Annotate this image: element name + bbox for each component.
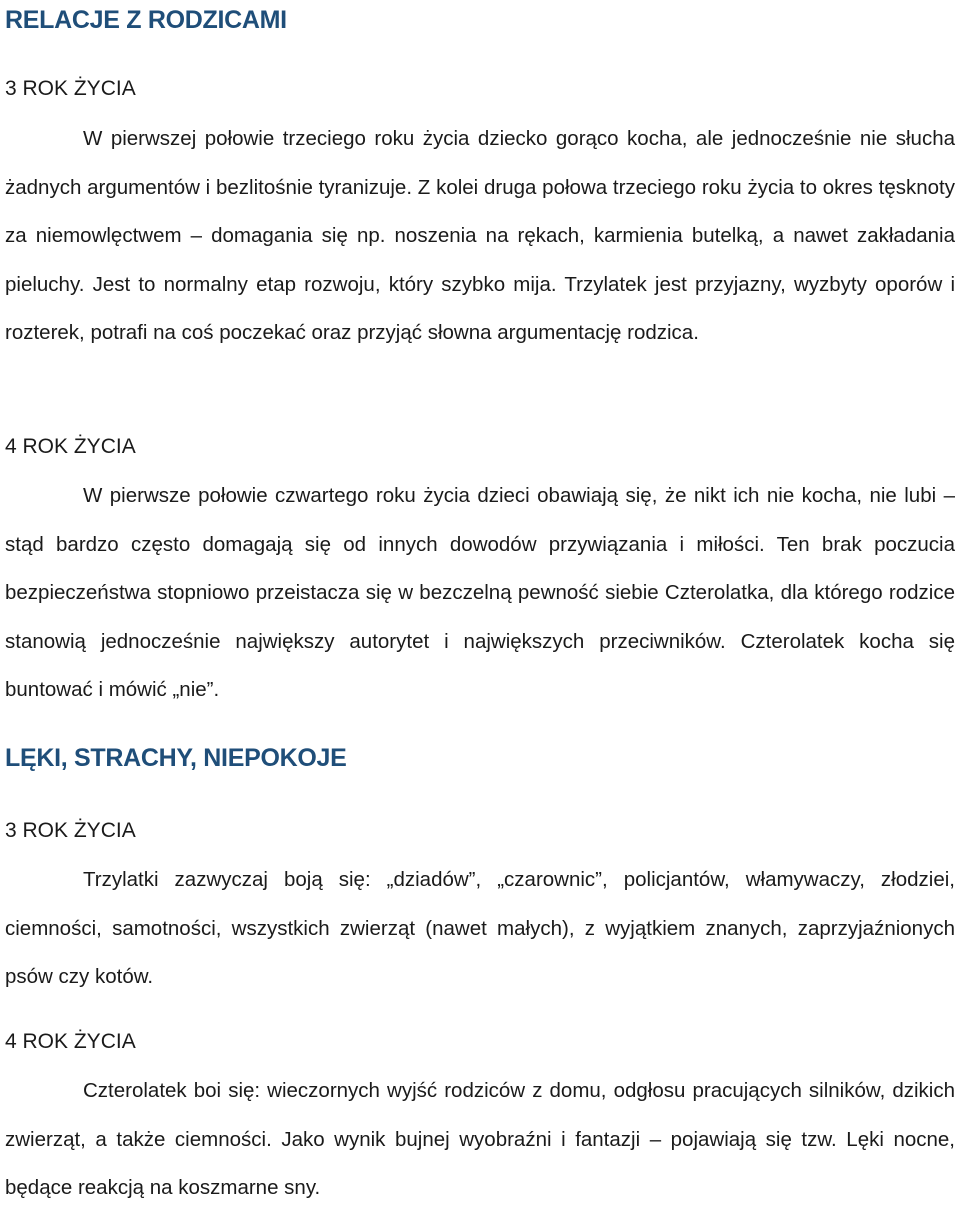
subheading-3-year-fears: 3 ROK ŻYCIA bbox=[5, 819, 136, 842]
paragraph-relations-4-year: W pierwsze połowie czwartego roku życia dzieci obawiają się, że nikt ich nie kocha, nie lubi – stąd bardzo często domagają się od innych dowodów przywiązania i miłości. Ten brak poczucia bezpieczeństwa stopniowo przeistacza się w bezczelną pewność siebie Czterolatka, dla którego rodzice stanowią jednocześnie największy autorytet i największych przeciwników. Czterolatek kocha się buntować i mówić „nie”. bbox=[5, 484, 955, 701]
paragraph-fears-3-year: Trzylatki zazwyczaj boją się: „dziadów”, „czarownic”, policjantów, włamywaczy, złodziei, ciemności, samotności, wszystkich zwierząt (nawet małych), z wyjątkiem znanych, zaprzyjaźnionych psów czy kotów. bbox=[5, 868, 955, 988]
paragraph-fears-4-year: Czterolatek boi się: wieczornych wyjść rodziców z domu, odgłosu pracujących silników, dzikich zwierząt, a także ciemności. Jako wynik bujnej wyobraźni i fantazji – pojawiają się tzw. Lęki nocne, będące reakcją na koszmarne sny. bbox=[5, 1079, 955, 1199]
section-heading-fears: LĘKI, STRACHY, NIEPOKOJE bbox=[5, 744, 347, 772]
subheading-4-year: 4 ROK ŻYCIA bbox=[5, 435, 136, 458]
paragraph-relations-3-year: W pierwszej połowie trzeciego roku życia dziecko gorąco kocha, ale jednocześnie nie słucha żadnych argumentów i bezlitośnie tyranizuje. Z kolei druga połowa trzeciego roku życia to okres tęsknoty za niemowlęctwem – domagania się np. noszenia na rękach, karmienia butelką, a nawet zakładania pieluchy. Jest to normalny etap rozwoju, który szybko mija. Trzylatek jest przyjazny, wyzbyty oporów i rozterek, potrafi na coś poczekać oraz przyjąć słowna argumentację rodzica. bbox=[5, 127, 955, 344]
section-heading-relations: RELACJE Z RODZICAMI bbox=[5, 6, 287, 34]
subheading-3-year: 3 ROK ŻYCIA bbox=[5, 77, 136, 100]
subheading-4-year-fears: 4 ROK ŻYCIA bbox=[5, 1030, 136, 1053]
